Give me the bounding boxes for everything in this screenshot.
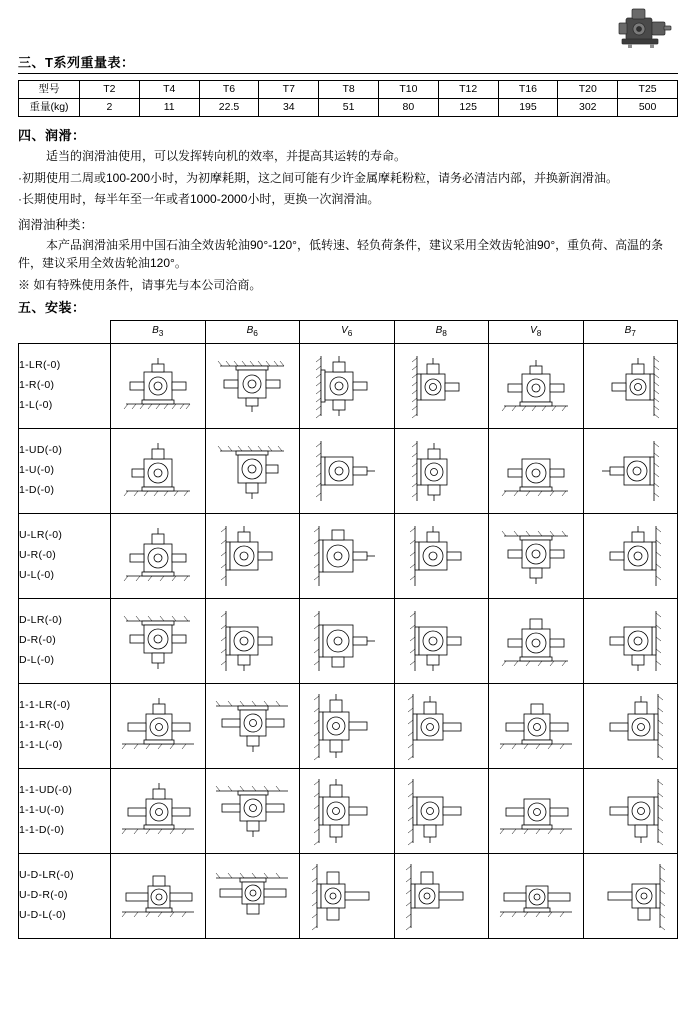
code-line: U-D-R(-0) (19, 889, 68, 901)
code-line: U-LR(-0) (19, 529, 63, 542)
column-base: B (435, 325, 443, 337)
weight-cell: 11 (139, 99, 199, 117)
weight-cell: 500 (618, 99, 678, 117)
code-line: D-LR(-0) (19, 614, 63, 627)
oil-types-paragraph-1: 本产品润滑油采用中国石油全效齿轮油90°-120°，低转速、轻负荷条件，建议采用全效齿轮油90°，重负荷、高温的条件，建议采用全效齿轮油120°。 (18, 237, 664, 271)
model-cell: T20 (558, 81, 618, 99)
model-cell: T8 (319, 81, 379, 99)
mounting-diagram-v6 (300, 343, 395, 428)
mounting-diagram-v6 (300, 768, 395, 853)
oil-types-note: ※ 如有特殊使用条件，请事先与本公司洽商。 (18, 277, 262, 292)
table-row-weights (19, 99, 678, 117)
model-cell: T12 (438, 81, 498, 99)
code-line: 1-1-UD(-0) (19, 784, 73, 797)
code-line: 1-U(-0) (19, 464, 55, 476)
mounting-diagram-b8 (394, 428, 489, 513)
mounting-diagram-b7 (583, 428, 678, 513)
code-line: U-D-LR(-0) (19, 869, 74, 882)
model-cell: T6 (199, 81, 259, 99)
install-column-header (489, 320, 584, 343)
code-line: U-R(-0) (19, 549, 57, 561)
mounting-diagram-v6 (300, 513, 395, 598)
column-sub: 6 (253, 328, 258, 339)
column-sub: 8 (536, 328, 542, 339)
section-heading-weight: 三、T系列重量表： (18, 55, 135, 70)
weight-cell: 125 (438, 99, 498, 117)
row-header-model: 型号 (19, 81, 80, 99)
code-line: U-L(-0) (19, 568, 55, 581)
weight-cell: 51 (319, 99, 379, 117)
mounting-diagram-b6 (205, 598, 300, 683)
mounting-diagram-b7 (583, 853, 678, 938)
column-base: V (341, 325, 348, 337)
row-codes (19, 428, 111, 513)
mounting-diagram-b8 (394, 343, 489, 428)
mounting-diagram-b6 (205, 428, 300, 513)
mounting-diagram-b7 (583, 343, 678, 428)
lubrication-paragraph-1: 适当的润滑油使用，可以发挥转向机的效率，并提高其运转的寿命。 (46, 149, 407, 163)
weight-cell: 22.5 (199, 99, 259, 117)
weight-cell: 2 (80, 99, 140, 117)
mounting-diagram-v6 (300, 428, 395, 513)
install-body (19, 343, 678, 938)
column-base: B (246, 325, 254, 337)
mounting-diagram-b3 (111, 598, 206, 683)
section-heading-lubrication: 四、润滑： (18, 128, 86, 143)
table-row (19, 513, 678, 598)
model-cell: T2 (80, 81, 140, 99)
code-line: D-R(-0) (19, 634, 57, 646)
row-codes (19, 683, 111, 768)
mounting-diagram-b8 (394, 768, 489, 853)
installation-table (18, 320, 678, 939)
mounting-diagram-b3 (111, 853, 206, 938)
code-line: 1-1-LR(-0) (19, 699, 71, 712)
row-codes (19, 853, 111, 938)
model-cell: T4 (139, 81, 199, 99)
mounting-diagram-b8 (394, 853, 489, 938)
mounting-diagram-b6 (205, 343, 300, 428)
column-sub: 7 (631, 328, 636, 339)
section-heading-install: 五、安装： (18, 299, 86, 315)
row-codes (19, 343, 111, 428)
column-sub: 6 (347, 328, 353, 339)
column-base: B (624, 325, 632, 337)
table-row (19, 343, 678, 428)
lubrication-paragraph-2: ·初期使用二周或100-200小时，为初摩耗期，这之间可能有少许金属摩耗粉粒，请务必清洁内部，并换新润滑油。 (18, 170, 619, 185)
table-row (19, 428, 678, 513)
weight-cell: 80 (378, 99, 438, 117)
mounting-diagram-v8 (489, 343, 584, 428)
mounting-diagram-v8 (489, 513, 584, 598)
column-base: B (152, 325, 159, 337)
mounting-diagram-b7 (583, 513, 678, 598)
mounting-diagram-v8 (489, 598, 584, 683)
model-cell: T25 (618, 81, 678, 99)
mounting-diagram-b6 (205, 513, 300, 598)
weight-cell: 195 (498, 99, 558, 117)
code-line: 1-1-U(-0) (19, 804, 65, 816)
mounting-diagram-v8 (489, 768, 584, 853)
model-cell: T7 (259, 81, 319, 99)
code-line: 1-R(-0) (19, 379, 55, 391)
mounting-diagram-v8 (489, 683, 584, 768)
table-row (19, 683, 678, 768)
mounting-diagram-b6 (205, 853, 300, 938)
code-line: 1-L(-0) (19, 398, 53, 411)
mounting-diagram-v6 (300, 598, 395, 683)
weight-cell: 302 (558, 99, 618, 117)
mounting-diagram-b3 (111, 513, 206, 598)
install-column-header (205, 320, 300, 343)
code-line: 1-D(-0) (19, 483, 55, 496)
table-row (19, 853, 678, 938)
code-line: 1-UD(-0) (19, 444, 63, 457)
code-line: U-D-L(-0) (19, 908, 67, 921)
lubrication-paragraph-3: ·长期使用时，每半年至一年或者1000-2000小时，更换一次润滑油。 (18, 192, 380, 207)
row-codes (19, 513, 111, 598)
mounting-diagram-b6 (205, 683, 300, 768)
install-header-blank (19, 320, 111, 343)
mounting-diagram-v6 (300, 853, 395, 938)
column-sub: 8 (442, 328, 447, 339)
mounting-diagram-b7 (583, 598, 678, 683)
mounting-diagram-b3 (111, 683, 206, 768)
mounting-diagram-b8 (394, 683, 489, 768)
row-codes (19, 768, 111, 853)
install-column-header (111, 320, 206, 343)
install-header-row (19, 320, 678, 343)
install-column-header (300, 320, 395, 343)
oil-types-heading: 润滑油种类： (18, 217, 94, 232)
mounting-diagram-b3 (111, 428, 206, 513)
table-row-models (19, 81, 678, 99)
heading-rule (18, 73, 678, 74)
code-line: 1-1-R(-0) (19, 719, 65, 731)
mounting-diagram-v8 (489, 853, 584, 938)
column-sub: 3 (158, 328, 164, 339)
code-line: 1-LR(-0) (19, 359, 61, 372)
mounting-diagram-b3 (111, 343, 206, 428)
model-cell: T10 (378, 81, 438, 99)
model-cell: T16 (498, 81, 558, 99)
mounting-diagram-b8 (394, 513, 489, 598)
install-column-header (394, 320, 489, 343)
row-codes (19, 598, 111, 683)
gearbox-photo (612, 4, 674, 52)
table-row (19, 768, 678, 853)
weight-cell: 34 (259, 99, 319, 117)
mounting-diagram-v8 (489, 428, 584, 513)
mounting-diagram-b7 (583, 683, 678, 768)
table-row (19, 598, 678, 683)
code-line: D-L(-0) (19, 653, 55, 666)
mounting-diagram-b6 (205, 768, 300, 853)
mounting-diagram-b7 (583, 768, 678, 853)
weight-table (18, 80, 678, 117)
mounting-diagram-b8 (394, 598, 489, 683)
code-line: 1-1-D(-0) (19, 823, 65, 836)
mounting-diagram-b3 (111, 768, 206, 853)
code-line: 1-1-L(-0) (19, 738, 63, 751)
row-header-weight: 重量(kg) (19, 99, 80, 117)
install-column-header (583, 320, 678, 343)
mounting-diagram-v6 (300, 683, 395, 768)
column-base: V (530, 325, 537, 337)
